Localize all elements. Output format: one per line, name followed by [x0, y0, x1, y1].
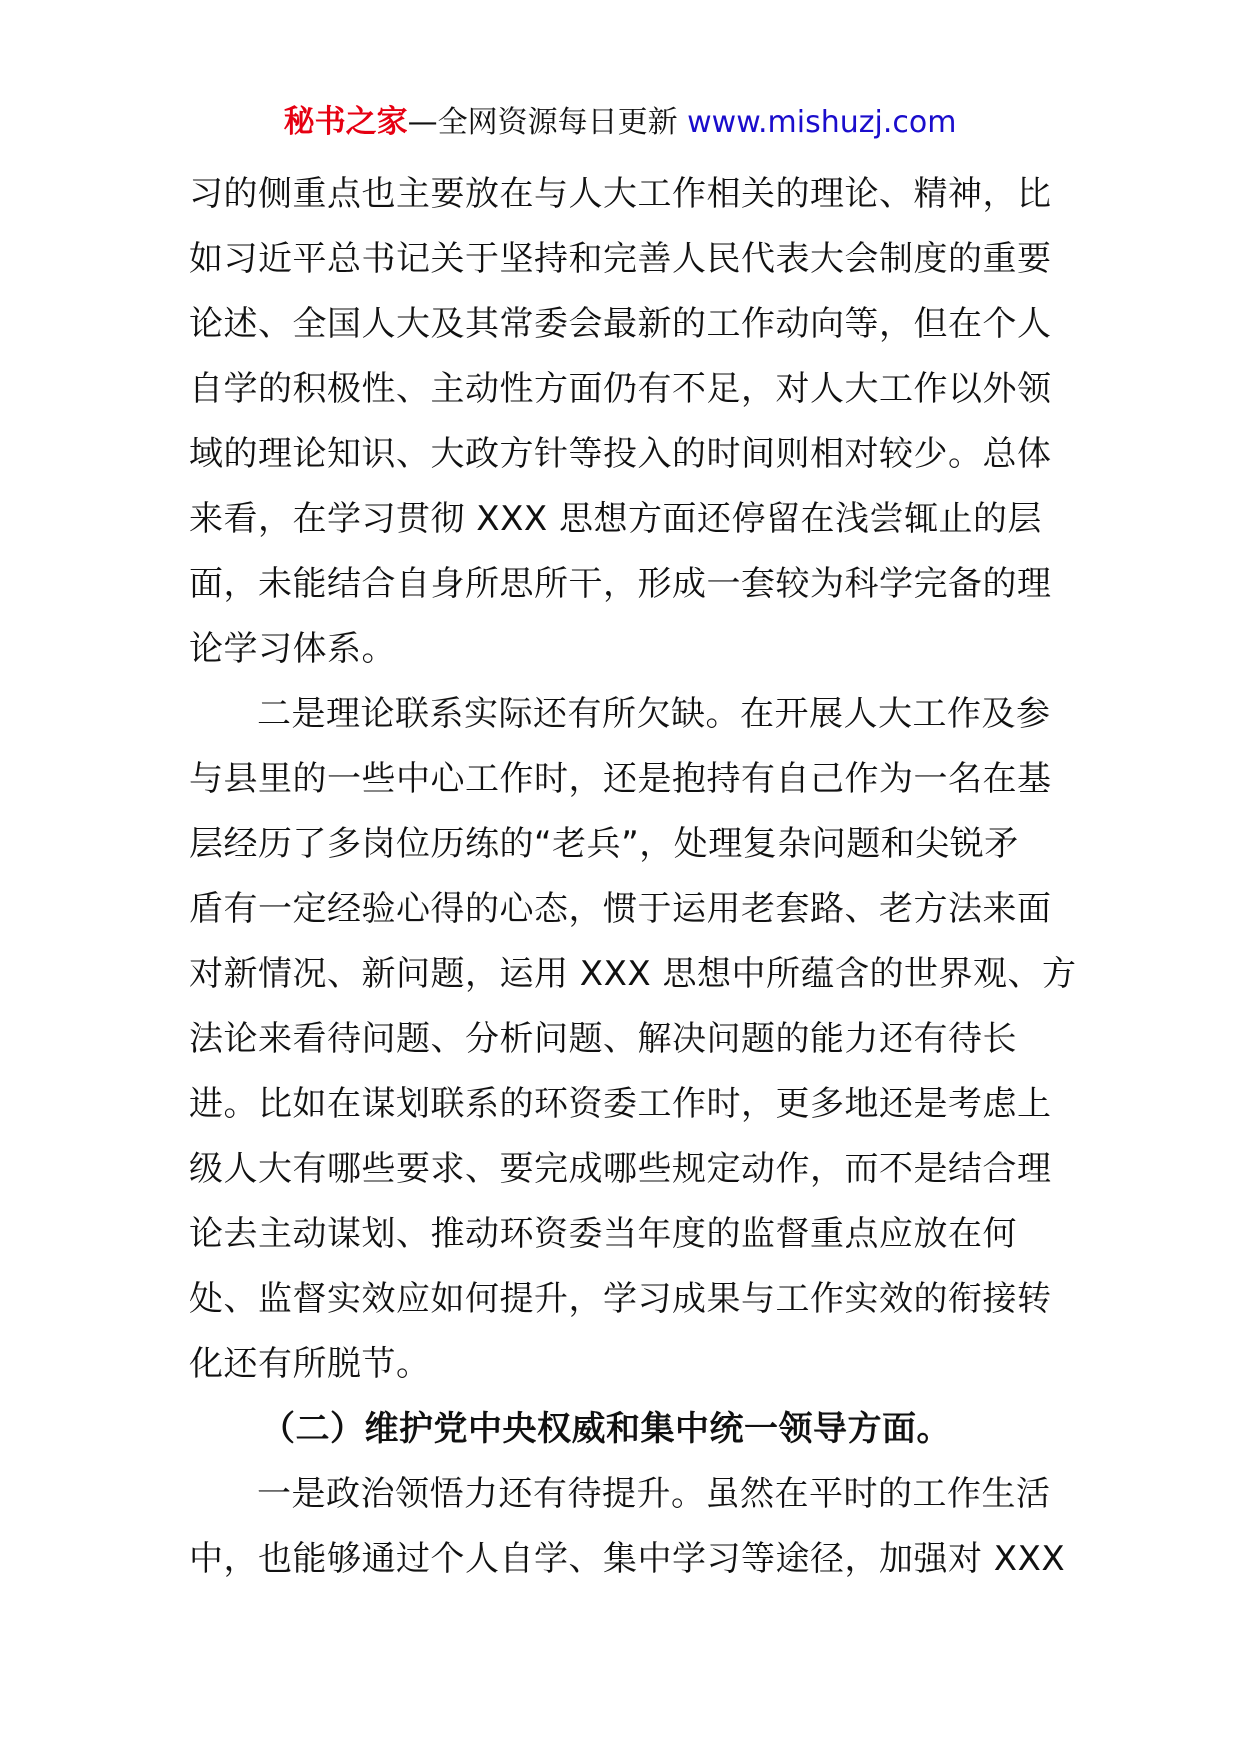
text-line: 中，也能够通过个人自学、集中学习等途径，加强对 XXX — [189, 1539, 1066, 1579]
site-header — [0, 100, 1240, 145]
text-line: 论学习体系。 — [189, 629, 396, 669]
site-brand: 秘书之家 — [283, 104, 408, 140]
text-line: 域的理论知识、大政方针等投入的时间则相对较少。总体 — [189, 434, 1052, 474]
text-line: 级人大有哪些要求、要完成哪些规定动作，而不是结合理 — [189, 1149, 1052, 1189]
document-body — [189, 162, 1089, 1592]
text-line: 面，未能结合自身所思所干，形成一套较为科学完备的理 — [189, 564, 1052, 604]
text-line: 自学的积极性、主动性方面仍有不足，对人大工作以外领 — [189, 369, 1052, 409]
paragraph-start-line: 一是政治领悟力还有待提升。虽然在平时的工作生活 — [257, 1474, 1051, 1514]
text-line: 对新情况、新问题，运用 XXX 思想中所蕴含的世界观、方 — [189, 954, 1077, 994]
site-url-link[interactable]: www.mishuzj.com — [687, 105, 957, 140]
text-line: 进。比如在谋划联系的环资委工作时，更多地还是考虑上 — [189, 1084, 1052, 1124]
text-line: 化还有所脱节。 — [189, 1344, 431, 1384]
text-line: 来看，在学习贯彻 XXX 思想方面还停留在浅尝辄止的层 — [189, 499, 1042, 539]
text-line: 处、监督实效应如何提升，学习成果与工作实效的衔接转 — [189, 1279, 1052, 1319]
text-line: 如习近平总书记关于坚持和完善人民代表大会制度的重要 — [189, 239, 1052, 279]
text-line: 习的侧重点也主要放在与人大工作相关的理论、精神，比 — [189, 174, 1052, 214]
text-line: 论去主动谋划、推动环资委当年度的监督重点应放在何 — [189, 1214, 1017, 1254]
text-line: 法论来看待问题、分析问题、解决问题的能力还有待长 — [189, 1019, 1017, 1059]
text-line: 层经历了多岗位历练的“老兵”，处理复杂问题和尖锐矛 — [189, 824, 1019, 864]
site-tagline: —全网资源每日更新 — [407, 105, 688, 140]
paragraph-start-line: 二是理论联系实际还有所欠缺。在开展人大工作及参 — [257, 694, 1051, 734]
text-line: 论述、全国人大及其常委会最新的工作动向等，但在个人 — [189, 304, 1052, 344]
text-line: 盾有一定经验心得的心态，惯于运用老套路、老方法来面 — [189, 889, 1052, 929]
text-line: 与县里的一些中心工作时，还是抱持有自己作为一名在基 — [189, 759, 1052, 799]
section-heading: （二）维护党中央权威和集中统一领导方面。 — [261, 1409, 951, 1449]
